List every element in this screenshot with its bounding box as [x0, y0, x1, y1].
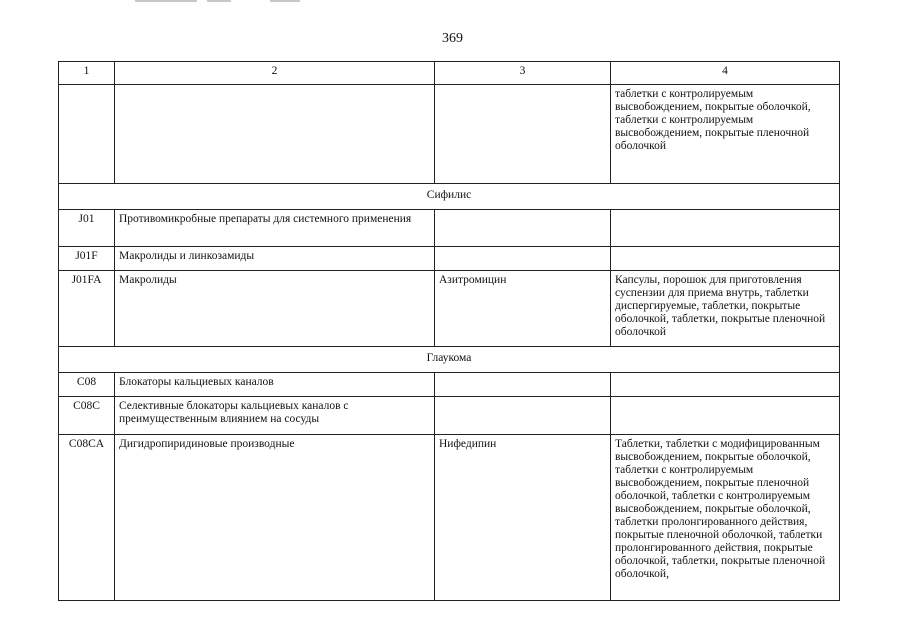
section-title: Глаукома	[59, 347, 840, 373]
table-row	[59, 271, 840, 347]
group-name-cell: Макролиды	[115, 271, 435, 347]
atc-code-cell: C08	[59, 373, 115, 397]
dosage-form-cell: Таблетки, таблетки с модифицированным высвобождением, покрытые оболочкой, таблетки с контролируемым высвобождением, покрытые пленочной оболочкой, таблетки с контролируемым высвобождением, покрытые оболочкой, таблетки пролонгированного действия, покрытые пленочной оболочкой, таблетки пролонгированного действия, покрытые оболочкой, таблетки, покрытые пленочной оболочкой,	[611, 435, 840, 601]
dosage-form-cell	[611, 397, 840, 435]
atc-code-cell: J01FA	[59, 271, 115, 347]
drug-name-cell	[435, 247, 611, 271]
section-header-row	[59, 347, 840, 373]
dosage-form-cell	[611, 210, 840, 247]
drug-table	[58, 61, 840, 601]
drug-name-cell: Азитромицин	[435, 271, 611, 347]
group-name-cell: Блокаторы кальциевых каналов	[115, 373, 435, 397]
drug-name-cell	[435, 210, 611, 247]
scan-edge-mark	[270, 0, 300, 2]
section-title: Сифилис	[59, 184, 840, 210]
drug-name-cell: Нифедипин	[435, 435, 611, 601]
table-row	[59, 210, 840, 247]
scan-edge-mark	[207, 0, 231, 2]
column-number: 3	[435, 62, 611, 85]
drug-name-cell	[435, 373, 611, 397]
group-name-cell: Макролиды и линкозамиды	[115, 247, 435, 271]
dosage-form-cell: Капсулы, порошок для приготовления суспензии для приема внутрь, таблетки диспергируемые, таблетки, покрытые оболочкой, таблетки, покрытые пленочной оболочкой	[611, 271, 840, 347]
dosage-form-cell	[611, 247, 840, 271]
table-row	[59, 435, 840, 601]
drug-name-cell	[435, 397, 611, 435]
atc-code-cell	[59, 85, 115, 184]
atc-code-cell: C08C	[59, 397, 115, 435]
column-number: 4	[611, 62, 840, 85]
section-header-row	[59, 184, 840, 210]
dosage-form-cell	[611, 373, 840, 397]
table-row	[59, 397, 840, 435]
page-number: 369	[442, 31, 463, 46]
drug-name-cell	[435, 85, 611, 184]
scan-edge-mark	[135, 0, 197, 2]
column-number: 2	[115, 62, 435, 85]
group-name-cell: Противомикробные препараты для системного применения	[115, 210, 435, 247]
atc-code-cell: C08CA	[59, 435, 115, 601]
group-name-cell: Дигидропиридиновые производные	[115, 435, 435, 601]
atc-code-cell: J01	[59, 210, 115, 247]
atc-code-cell: J01F	[59, 247, 115, 271]
table-row	[59, 373, 840, 397]
table-row	[59, 247, 840, 271]
group-name-cell: Селективные блокаторы кальциевых каналов с преимущественным влиянием на сосуды	[115, 397, 435, 435]
table-row	[59, 85, 840, 184]
column-number: 1	[59, 62, 115, 85]
group-name-cell	[115, 85, 435, 184]
column-number-row	[59, 62, 840, 85]
dosage-form-cell: таблетки с контролируемым высвобождением, покрытые оболочкой, таблетки с контролируемым высвобождением, покрытые пленочной оболочкой	[611, 85, 840, 184]
